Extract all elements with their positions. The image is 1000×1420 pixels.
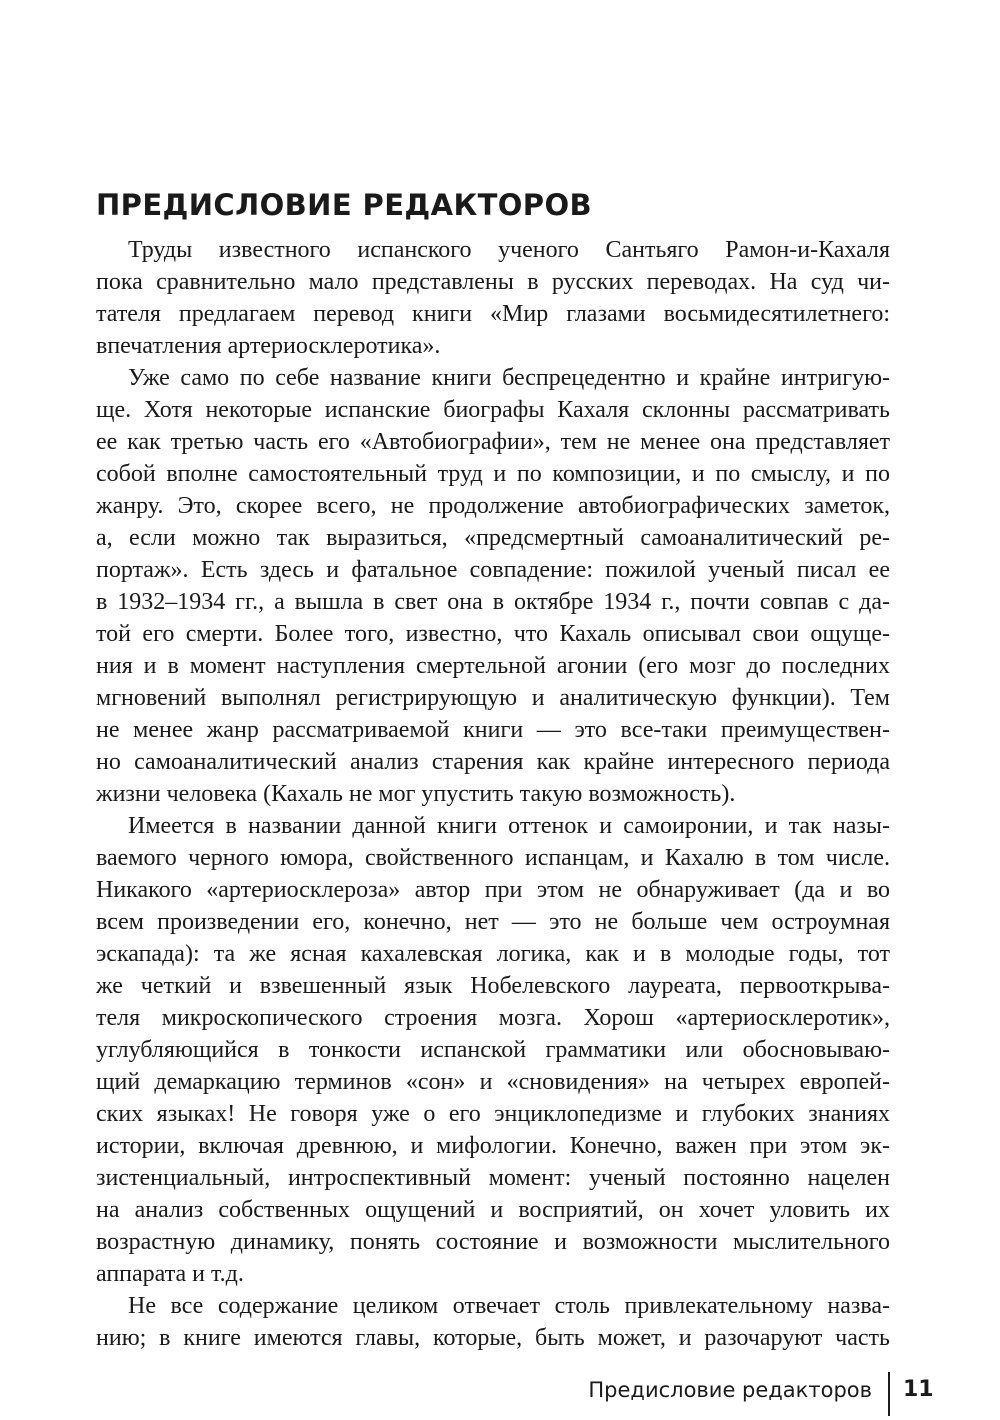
text-line: всем произведении его, конечно, нет — это не больше чем остроумная: [96, 909, 890, 935]
text-line: же четкий и взвешенный язык Нобелевского лауреата, первооткрыва-: [96, 973, 890, 999]
text-line: Труды известного испанского ученого Сантьяго Рамон-и-Кахаля: [128, 237, 890, 263]
text-line: той его смерти. Более того, известно, что Кахаль описывал свои ощуще-: [96, 621, 890, 647]
text-line: Никакого «артериосклероза» автор при этом не обнаруживает (да и во: [96, 877, 890, 903]
text-line: но самоаналитический анализ старения как крайне интересного периода: [96, 749, 890, 775]
running-title: Предисловие редакторов: [588, 1378, 872, 1402]
page-number: 11: [903, 1377, 934, 1402]
text-line: аппарата и т.д.: [96, 1261, 244, 1287]
text-line: теля микроскопического строения мозга. Хорош «артериосклеротик»,: [96, 1005, 890, 1031]
text-line: ваемого черного юмора, свойственного испанцам, и Кахалю в том числе.: [96, 845, 890, 871]
text-line: пока сравнительно мало представлены в русских переводах. На суд чи-: [96, 269, 890, 295]
text-line: мгновений выполнял регистрирующую и аналитическую функции). Тем: [96, 685, 890, 711]
text-line: Уже само по себе название книги беспрецедентно и крайне интригую-: [128, 365, 890, 391]
text-line: на анализ собственных ощущений и восприятий, он хочет уловить их: [96, 1197, 890, 1223]
text-line: ских языках! Не говоря уже о его энциклопедизме и глубоких знаниях: [96, 1101, 890, 1127]
text-line: истории, включая древнюю, и мифологии. Конечно, важен при этом эк-: [96, 1133, 890, 1159]
text-line: ее как третью часть его «Автобиографии», тем не менее она представляет: [96, 429, 890, 455]
text-line: тателя предлагаем перевод книги «Мир глазами восьмидесятилетнего:: [96, 301, 890, 327]
text-line: нию; в книге имеются главы, которые, быть может, и разочаруют часть: [96, 1325, 890, 1351]
text-line: а, если можно так выразиться, «предсмертный самоаналитический ре-: [96, 525, 890, 551]
text-line: портаж». Есть здесь и фатальное совпадение: пожилой ученый писал ее: [96, 557, 890, 583]
text-line: не менее жанр рассматриваемой книги — это все-таки преимуществен-: [96, 717, 890, 743]
text-line: ще. Хотя некоторые испанские биографы Кахаля склонны рассматривать: [96, 397, 890, 423]
page-footer: [0, 1372, 1000, 1416]
text-line: собой вполне самостоятельный труд и по композиции, и по смыслу, и по: [96, 461, 890, 487]
chapter-heading: ПРЕДИСЛОВИЕ РЕДАКТОРОВ: [96, 188, 593, 222]
text-line: щий демаркацию терминов «сон» и «сновидения» на четырех европей-: [96, 1069, 890, 1095]
text-line: Имеется в названии данной книги оттенок и самоиронии, и так назы-: [128, 813, 890, 839]
text-line: в 1932–1934 гг., а вышла в свет она в октябре 1934 г., почти совпав с да-: [96, 589, 890, 615]
text-line: жанру. Это, скорее всего, не продолжение автобиографических заметок,: [96, 493, 890, 519]
text-line: впечатления артериосклеротика».: [96, 333, 441, 359]
text-line: возрастную динамику, понять состояние и возможности мыслительного: [96, 1229, 890, 1255]
footer-divider: [888, 1372, 890, 1416]
text-line: жизни человека (Кахаль не мог упустить такую возможность).: [96, 781, 736, 807]
text-line: зистенциальный, интроспективный момент: ученый постоянно нацелен: [96, 1165, 890, 1191]
text-line: эскапада): та же ясная кахалевская логика, как и в молодые годы, тот: [96, 941, 890, 967]
text-line: Не все содержание целиком отвечает столь привлекательному назва-: [128, 1293, 890, 1319]
text-line: ния и в момент наступления смертельной агонии (его мозг до последних: [96, 653, 890, 679]
text-line: углубляющийся в тонкости испанской грамматики или обосновываю-: [96, 1037, 890, 1063]
